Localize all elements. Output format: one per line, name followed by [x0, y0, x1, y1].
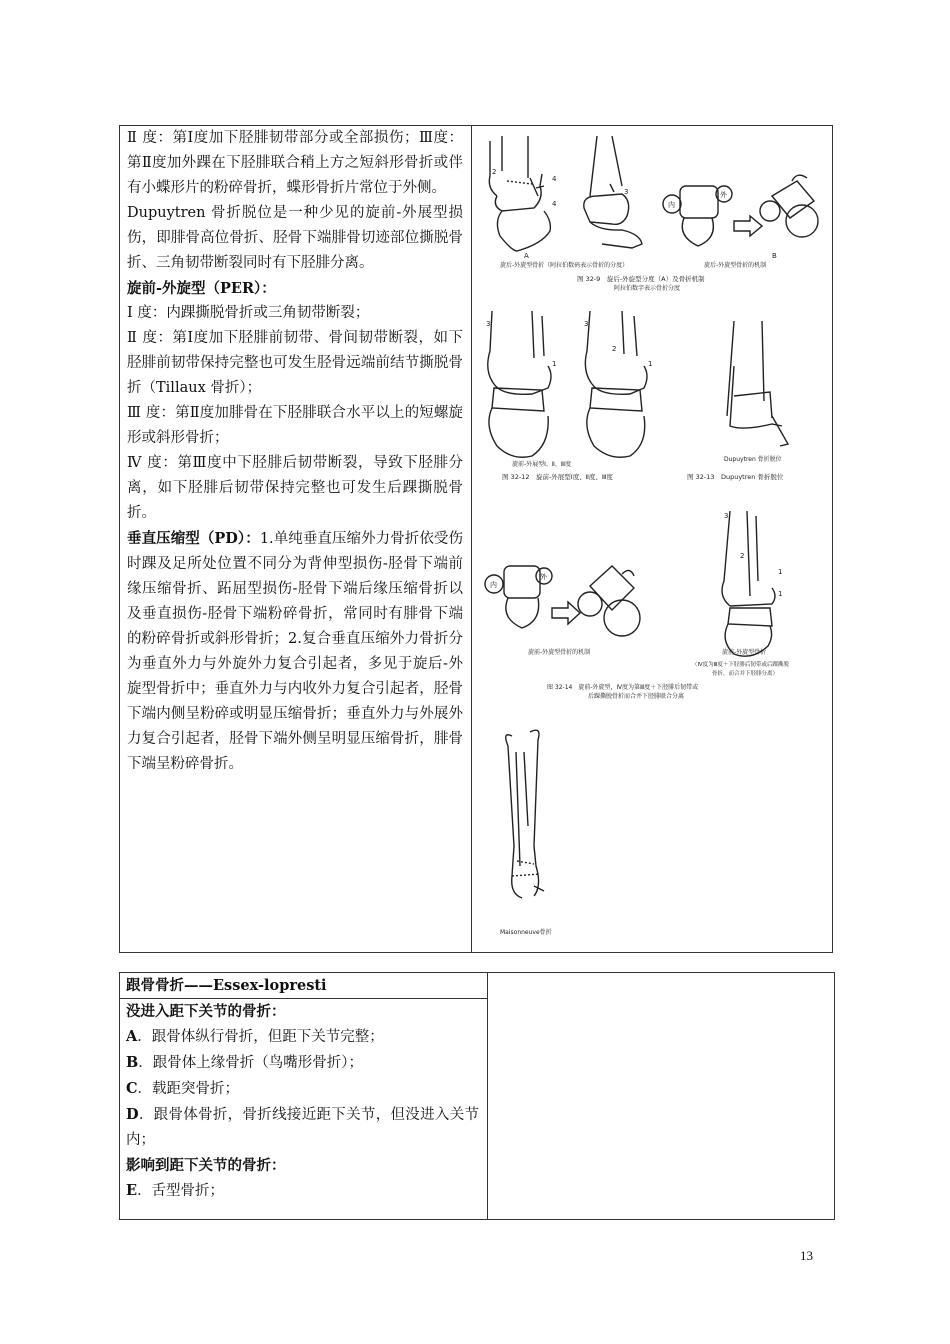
label-wai: 外 — [720, 191, 727, 199]
paragraph-dupuytren: Dupuytren 骨折脱位是一种少见的旋前-外展型损伤，即腓骨高位骨折、胫骨下端腓骨切迹部位撕脱骨折、三角韧带断裂同时有下胫腓分离。 — [127, 205, 463, 271]
fig-b-caption: 旋后-外旋型骨折的机制 — [704, 262, 767, 269]
label-2b: 2 — [612, 345, 617, 353]
item-b-text: ．跟骨体上缘骨折（鸟嘴形骨折）； — [138, 1055, 364, 1071]
caption-32-13: 图 32-13 Dupuytren 骨折脱位 — [687, 473, 784, 481]
maisonneuve-caption: Maisonneuve骨折 — [500, 929, 552, 936]
figure-cell — [472, 126, 833, 953]
calcaneus-text-cell — [120, 999, 488, 1220]
label-4: 4 — [552, 175, 557, 183]
affect-subtalar-heading: 影响到距下关节的骨折： — [126, 1157, 286, 1174]
caption-32-9: 图 32-9 旋后-外旋型分度（A）及骨折机制 — [577, 275, 705, 283]
caption-32-9-sub: 阿拉伯数字表示骨折分度 — [614, 285, 681, 292]
ankle-fracture-illustrations — [472, 126, 832, 948]
fracture-table-1 — [119, 125, 833, 953]
dupuytren-caption: Dupuytren 骨折脱位 — [724, 456, 782, 463]
label-1b: 1 — [648, 360, 653, 368]
fig-a-caption: 旋后-外旋型骨折（阿拉伯数码表示骨折的分度） — [500, 262, 629, 269]
item-d-key: D — [126, 1106, 139, 1123]
pd-text: 1.单纯垂直压缩外力骨折依受伤时踝及足所处位置不同分为背伸型损伤-胫骨下端前缘压缩骨折、跖屈型损伤-胫骨下端后缘压缩骨折以及垂直损伤-胫骨下端粉碎骨折，常同时有腓骨下端的粉碎骨折或斜形骨折；2.复合垂直压缩外力骨折分为垂直外力与外旋外力复合引起者，多见于旋后-外旋型骨折中；垂直外力与内收外力复合引起者，胫骨下端内侧呈粉碎或明显压缩骨折；垂直外力与外展外力复合引起者，胫骨下端外侧呈明显压缩骨折，腓骨下端呈粉碎骨折。 — [127, 531, 463, 772]
label-1: 1 — [552, 360, 557, 368]
per-degree-2: Ⅱ 度：第Ⅰ度加下胫腓前韧带、骨间韧带断裂，如下胫腓前韧带保持完整也可发生胫骨远端前结节撕脱骨折（Tillaux 骨折）； — [127, 330, 463, 396]
fig-a-label: A — [524, 252, 529, 260]
empty-figure-cell — [488, 973, 835, 1220]
label-3d: 3 — [724, 512, 729, 520]
label-3: 3 — [624, 188, 629, 196]
per-note-1: （Ⅳ度为Ⅲ度＋下胫腓后韧带或后踝撕脱 — [692, 662, 789, 668]
per-types-caption: 旋前-外展型Ⅰ、Ⅱ、Ⅲ度 — [512, 461, 572, 468]
label-4b: 4 — [552, 200, 557, 208]
item-e-key: E — [126, 1182, 138, 1199]
item-c-text: ．载距突骨折； — [137, 1081, 240, 1097]
paragraph-degree-2-3: Ⅱ 度：第Ⅰ度加下胫腓韧带部分或全部损伤；Ⅲ度：第Ⅱ度加外踝在下胫腓联合稍上方之短斜形骨折或伴有小蝶形片的粉碎骨折，蝶形骨折片常位于外侧。 — [127, 130, 463, 196]
label-nei: 内 — [668, 201, 675, 209]
calcaneus-table — [119, 972, 835, 1220]
fig-b-label: B — [772, 252, 777, 260]
item-a-key: A — [126, 1028, 138, 1045]
item-d-text: ．跟骨体骨折，骨折线接近距下关节，但没进入关节内； — [126, 1107, 479, 1148]
item-a-text: ．跟骨体纵行骨折，但距下关节完整； — [137, 1029, 384, 1045]
label-2c: 2 — [740, 552, 745, 560]
heading-pd: 垂直压缩型（PD）： — [127, 530, 260, 547]
caption-32-14-2: 后踝撕脱骨折而合并下胫腓联合分离 — [588, 693, 685, 700]
label-nei-2: 内 — [490, 581, 497, 589]
per-fracture-caption: 旋前-外旋型骨折 — [722, 649, 767, 656]
label-2: 2 — [492, 168, 497, 176]
item-a — [126, 1024, 479, 1050]
text-cell — [120, 126, 472, 953]
item-d — [126, 1102, 479, 1153]
label-wai-2: 外 — [540, 573, 547, 581]
heading-per: 旋前-外旋型（PER）： — [127, 280, 276, 297]
paragraph-pd — [127, 526, 463, 777]
item-c — [126, 1076, 479, 1102]
label-3b: 3 — [486, 320, 491, 328]
per-note-2: 骨折，而合并下胫腓分离） — [712, 671, 779, 677]
caption-32-12: 图 32-12 旋前-外展型Ⅰ度、Ⅱ度、Ⅲ度 — [502, 473, 613, 481]
label-1c: 1 — [778, 568, 783, 576]
item-c-key: C — [126, 1080, 138, 1097]
not-into-subtalar-heading: 没进入距下关节的骨折： — [126, 1003, 286, 1020]
mechanism-caption: 旋前-外旋型骨折的机制 — [528, 649, 591, 656]
per-degree-4: Ⅳ 度：第Ⅲ度中下胫腓后韧带断裂，导致下胫腓分离，如下胫腓后韧带保持完整也可发生后踝撕脱骨折。 — [127, 455, 463, 521]
caption-32-14-1: 图 32-14 旋前-外旋型，Ⅳ度为第Ⅲ度＋下胫腓后韧带或 — [547, 684, 699, 691]
calcaneus-title: 跟骨骨折——Essex-lopresti — [120, 973, 488, 999]
item-e — [126, 1178, 479, 1204]
item-b — [126, 1050, 479, 1076]
per-degree-1: Ⅰ 度：内踝撕脱骨折或三角韧带断裂； — [127, 305, 370, 321]
per-degree-3: Ⅲ 度：第Ⅱ度加腓骨在下胫腓联合水平以上的短螺旋形或斜形骨折； — [127, 405, 463, 446]
page-number: 13 — [800, 1248, 813, 1263]
label-3c: 3 — [584, 320, 589, 328]
label-1d: 1 — [778, 590, 783, 598]
item-e-text: ．舌型骨折； — [137, 1183, 225, 1199]
item-b-key: B — [126, 1054, 139, 1071]
